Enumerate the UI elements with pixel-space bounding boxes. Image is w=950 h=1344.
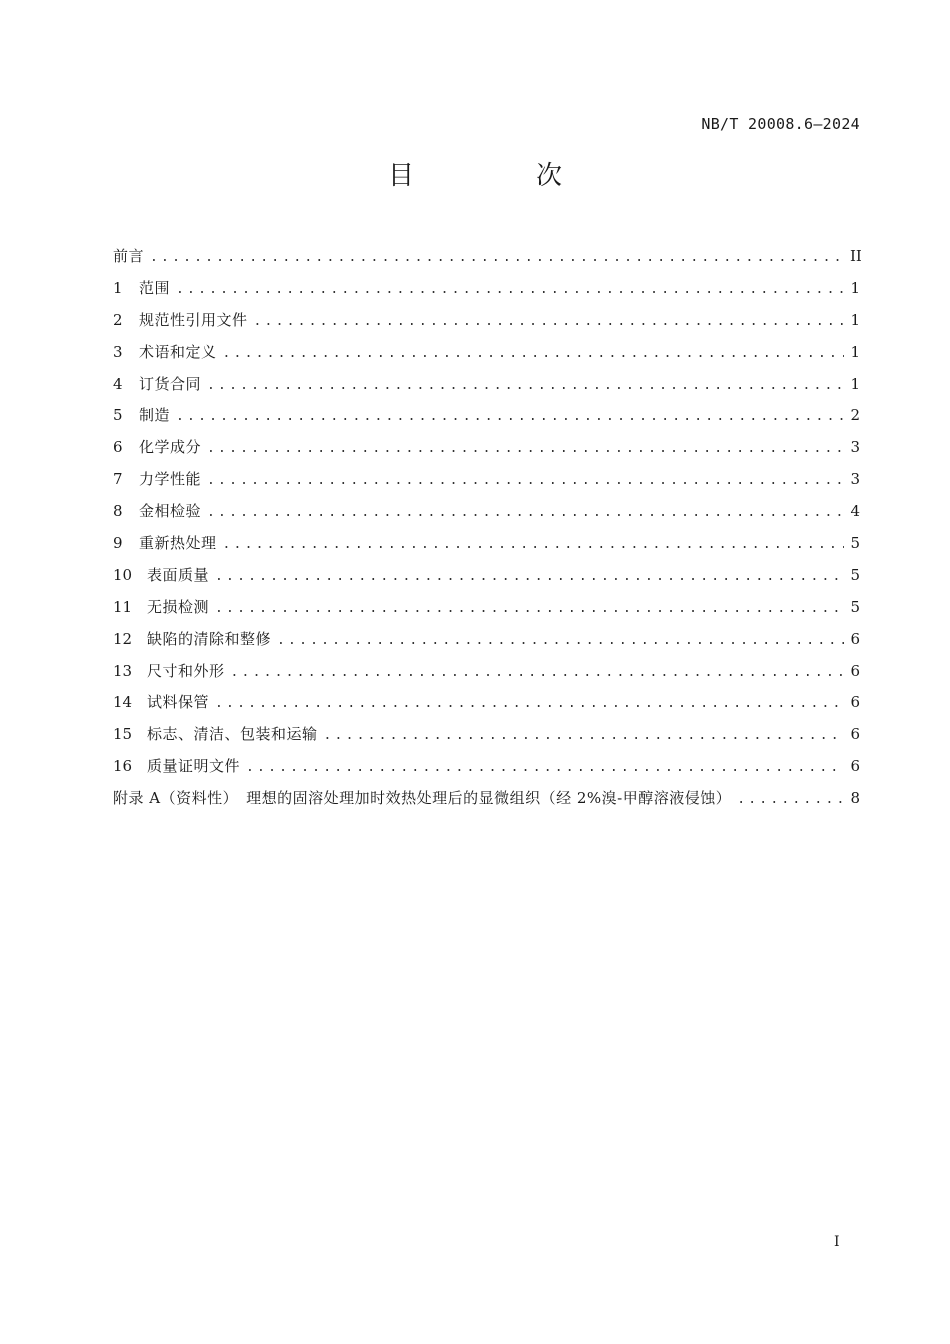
toc-entry[interactable] xyxy=(113,244,860,276)
toc-entry-page: 6 xyxy=(850,725,860,744)
toc-entry-page: 5 xyxy=(850,565,860,584)
toc-entry-page: 2 xyxy=(850,406,860,425)
toc-entry-label: 力学性能 xyxy=(139,470,202,489)
toc-entry[interactable] xyxy=(113,531,860,563)
toc-entry-number: 10 xyxy=(113,565,133,584)
toc-entry-label: 尺寸和外形 xyxy=(147,661,225,680)
toc-leader-dots xyxy=(215,565,844,589)
toc-entry-page: 3 xyxy=(850,438,860,457)
toc-leader-dots xyxy=(207,469,844,493)
toc-entry-page: 6 xyxy=(850,757,860,776)
toc-entry-number: 2 xyxy=(113,310,123,329)
toc-entry[interactable] xyxy=(113,308,860,340)
toc-entry-number: 13 xyxy=(113,661,133,680)
toc-leader-dots xyxy=(277,629,844,653)
toc-entry-number: 11 xyxy=(113,597,133,616)
toc-entry-number: 7 xyxy=(113,470,123,489)
toc-entry[interactable] xyxy=(113,372,860,404)
toc-entry[interactable] xyxy=(113,467,860,499)
toc-entry-label: 金相检验 xyxy=(139,502,202,521)
toc-entry-page: 6 xyxy=(850,629,860,648)
toc-leader-dots xyxy=(254,310,844,334)
toc-entry-page: 5 xyxy=(850,597,860,616)
toc-leader-dots xyxy=(737,788,844,812)
toc-entry[interactable] xyxy=(113,659,860,691)
toc-entry-page: 1 xyxy=(850,342,860,361)
toc-leader-dots xyxy=(215,692,844,716)
toc-entry-label: 订货合同 xyxy=(139,374,202,393)
toc-entry-page: 6 xyxy=(850,661,860,680)
toc-entry[interactable] xyxy=(113,340,860,372)
toc-entry-label: 表面质量 xyxy=(147,565,210,584)
toc-entry-label: 缺陷的清除和整修 xyxy=(147,629,272,648)
toc-entry-label: 质量证明文件 xyxy=(147,757,241,776)
toc-leader-dots xyxy=(246,756,844,780)
toc-leader-dots xyxy=(215,597,844,621)
toc-leader-dots xyxy=(223,533,844,557)
toc-entry[interactable] xyxy=(113,595,860,627)
toc-entry-label: 范围 xyxy=(139,278,171,297)
toc-leader-dots xyxy=(223,342,844,366)
table-of-contents xyxy=(113,244,860,818)
toc-entry-label: 重新热处理 xyxy=(139,534,217,553)
toc-entry[interactable] xyxy=(113,690,860,722)
toc-entry-number: 14 xyxy=(113,693,133,712)
toc-entry-page: 3 xyxy=(850,470,860,489)
toc-leader-dots xyxy=(176,278,844,302)
toc-entry-page: 1 xyxy=(850,278,860,297)
toc-entry-number: 16 xyxy=(113,757,133,776)
toc-leader-dots xyxy=(207,501,844,525)
toc-entry-number: 5 xyxy=(113,406,123,425)
toc-entry-number: 12 xyxy=(113,629,133,648)
document-code: NB/T 20008.6—2024 xyxy=(701,115,860,133)
page-title: 目 次 xyxy=(387,161,610,191)
toc-entry-page: 8 xyxy=(850,789,860,808)
toc-entry-label: 附录 A（资料性） 理想的固溶处理加时效热处理后的显微组织（经 2%溴-甲醇溶液侵蚀） xyxy=(113,789,732,808)
toc-entry[interactable] xyxy=(113,786,860,818)
toc-entry-page: II xyxy=(850,247,862,265)
toc-entry-label: 标志、清洁、包装和运输 xyxy=(147,725,318,744)
toc-entry-number: 6 xyxy=(113,438,123,457)
toc-entry-number: 3 xyxy=(113,342,123,361)
toc-entry-page: 1 xyxy=(850,374,860,393)
toc-entry-label: 规范性引用文件 xyxy=(139,310,248,329)
toc-entry-number: 1 xyxy=(113,278,123,297)
toc-entry-number: 15 xyxy=(113,725,133,744)
toc-leader-dots xyxy=(324,724,844,748)
toc-entry-label: 无损检测 xyxy=(147,597,210,616)
toc-leader-dots xyxy=(176,405,844,429)
toc-entry[interactable] xyxy=(113,627,860,659)
toc-entry-number: 9 xyxy=(113,534,123,553)
toc-leader-dots xyxy=(207,374,844,398)
toc-entry-label: 制造 xyxy=(139,406,171,425)
toc-entry[interactable] xyxy=(113,435,860,467)
toc-entry-page: 1 xyxy=(850,310,860,329)
page-number: I xyxy=(834,1234,840,1250)
toc-entry-label: 前言 xyxy=(113,247,145,265)
toc-entry-number: 8 xyxy=(113,502,123,521)
toc-leader-dots xyxy=(207,437,844,461)
toc-entry-label: 术语和定义 xyxy=(139,342,217,361)
toc-entry-label: 试料保管 xyxy=(147,693,210,712)
toc-entry[interactable] xyxy=(113,722,860,754)
toc-entry[interactable] xyxy=(113,499,860,531)
toc-entry[interactable] xyxy=(113,276,860,308)
toc-entry-number: 4 xyxy=(113,374,123,393)
toc-entry-label: 化学成分 xyxy=(139,438,202,457)
toc-leader-dots xyxy=(231,661,844,685)
toc-entry-page: 4 xyxy=(850,502,860,521)
toc-entry[interactable] xyxy=(113,563,860,595)
toc-entry-page: 6 xyxy=(850,693,860,712)
toc-entry[interactable] xyxy=(113,754,860,786)
toc-leader-dots xyxy=(150,246,844,270)
toc-entry-page: 5 xyxy=(850,534,860,553)
toc-entry[interactable] xyxy=(113,403,860,435)
